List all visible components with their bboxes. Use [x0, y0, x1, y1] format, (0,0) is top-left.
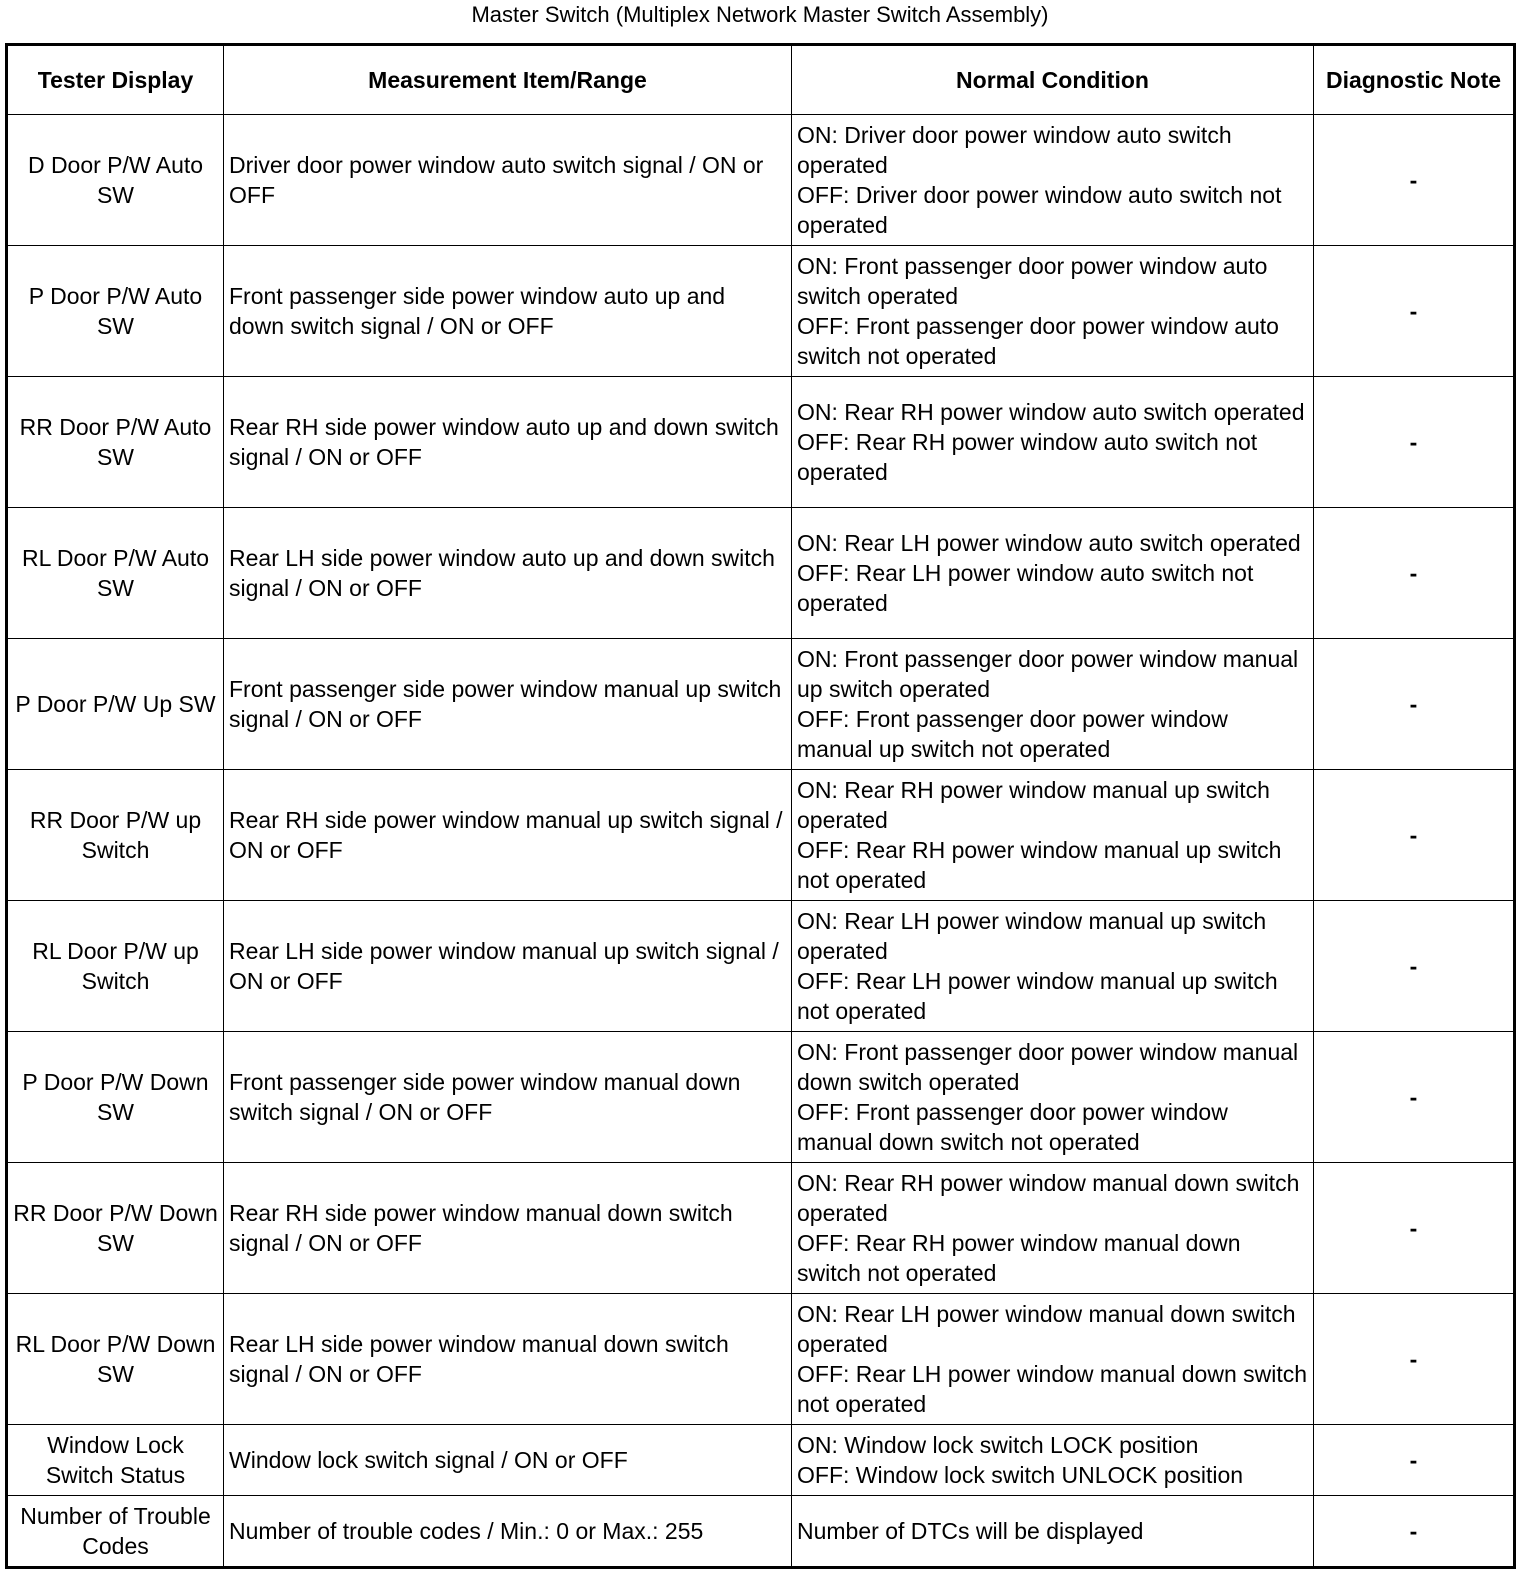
cell-diagnostic-note: -	[1314, 1032, 1515, 1163]
cell-diagnostic-note: -	[1314, 377, 1515, 508]
table-row	[7, 508, 1515, 639]
condition-on: Number of DTCs will be displayed	[797, 1518, 1144, 1544]
cell-measurement: Rear RH side power window manual down switch signal / ON or OFF	[224, 1163, 792, 1294]
condition-on: ON: Front passenger door power window auto switch operated	[797, 253, 1268, 309]
cell-diagnostic-note: -	[1314, 1496, 1515, 1568]
data-list-table	[5, 43, 1516, 1569]
condition-off: OFF: Rear LH power window auto switch not operated	[797, 560, 1254, 616]
cell-normal-condition	[792, 901, 1314, 1032]
cell-tester-display: P Door P/W Up SW	[7, 639, 224, 770]
cell-measurement: Front passenger side power window auto up and down switch signal / ON or OFF	[224, 246, 792, 377]
cell-diagnostic-note: -	[1314, 1163, 1515, 1294]
cell-measurement: Front passenger side power window manual up switch signal / ON or OFF	[224, 639, 792, 770]
condition-on: ON: Rear LH power window manual down switch operated	[797, 1301, 1296, 1357]
cell-normal-condition	[792, 1425, 1314, 1496]
cell-diagnostic-note: -	[1314, 1425, 1515, 1496]
condition-off: OFF: Rear RH power window manual up switch not operated	[797, 837, 1282, 893]
cell-diagnostic-note: -	[1314, 115, 1515, 246]
cell-measurement: Rear LH side power window manual down switch signal / ON or OFF	[224, 1294, 792, 1425]
cell-normal-condition	[792, 639, 1314, 770]
table-row	[7, 639, 1515, 770]
condition-on: ON: Window lock switch LOCK position	[797, 1432, 1199, 1458]
cell-tester-display: RR Door P/W Down SW	[7, 1163, 224, 1294]
cell-normal-condition	[792, 246, 1314, 377]
header-diagnostic-note: Diagnostic Note	[1314, 45, 1515, 115]
table-row	[7, 246, 1515, 377]
cell-tester-display: RL Door P/W up Switch	[7, 901, 224, 1032]
header-normal-condition: Normal Condition	[792, 45, 1314, 115]
cell-normal-condition	[792, 115, 1314, 246]
condition-on: ON: Rear RH power window auto switch operated	[797, 399, 1305, 425]
cell-measurement: Window lock switch signal / ON or OFF	[224, 1425, 792, 1496]
condition-off: OFF: Front passenger door power window manual down switch not operated	[797, 1099, 1228, 1155]
cell-diagnostic-note: -	[1314, 901, 1515, 1032]
condition-off: OFF: Window lock switch UNLOCK position	[797, 1462, 1244, 1488]
condition-on: ON: Driver door power window auto switch operated	[797, 122, 1232, 178]
condition-on: ON: Rear RH power window manual down switch operated	[797, 1170, 1300, 1226]
table-row	[7, 1425, 1515, 1496]
cell-measurement: Rear LH side power window auto up and down switch signal / ON or OFF	[224, 508, 792, 639]
cell-diagnostic-note: -	[1314, 246, 1515, 377]
table-row	[7, 1163, 1515, 1294]
cell-tester-display: P Door P/W Auto SW	[7, 246, 224, 377]
condition-on: ON: Rear LH power window auto switch operated	[797, 530, 1301, 556]
cell-tester-display: Window Lock Switch Status	[7, 1425, 224, 1496]
cell-measurement: Driver door power window auto switch signal / ON or OFF	[224, 115, 792, 246]
table-row	[7, 901, 1515, 1032]
cell-normal-condition	[792, 1496, 1314, 1568]
cell-measurement: Rear LH side power window manual up switch signal / ON or OFF	[224, 901, 792, 1032]
cell-tester-display: P Door P/W Down SW	[7, 1032, 224, 1163]
cell-diagnostic-note: -	[1314, 508, 1515, 639]
cell-normal-condition	[792, 377, 1314, 508]
cell-diagnostic-note: -	[1314, 1294, 1515, 1425]
condition-off: OFF: Rear RH power window manual down switch not operated	[797, 1230, 1241, 1286]
table-header-row	[7, 45, 1515, 115]
page-title: Master Switch (Multiplex Network Master Switch Assembly)	[471, 2, 1049, 27]
condition-on: ON: Front passenger door power window manual up switch operated	[797, 646, 1299, 702]
cell-tester-display: RR Door P/W up Switch	[7, 770, 224, 901]
table-row	[7, 115, 1515, 246]
table-row	[7, 1032, 1515, 1163]
condition-off: OFF: Rear LH power window manual up switch not operated	[797, 968, 1278, 1024]
condition-off: OFF: Front passenger door power window auto switch not operated	[797, 313, 1279, 369]
condition-off: OFF: Rear RH power window auto switch not operated	[797, 429, 1258, 485]
table-row	[7, 770, 1515, 901]
cell-tester-display: Number of Trouble Codes	[7, 1496, 224, 1568]
condition-off: OFF: Front passenger door power window manual up switch not operated	[797, 706, 1228, 762]
cell-tester-display: RR Door P/W Auto SW	[7, 377, 224, 508]
cell-measurement: Number of trouble codes / Min.: 0 or Max.: 255	[224, 1496, 792, 1568]
cell-normal-condition	[792, 1294, 1314, 1425]
condition-on: ON: Front passenger door power window manual down switch operated	[797, 1039, 1299, 1095]
cell-measurement: Rear RH side power window auto up and down switch signal / ON or OFF	[224, 377, 792, 508]
condition-on: ON: Rear RH power window manual up switch operated	[797, 777, 1270, 833]
cell-normal-condition	[792, 770, 1314, 901]
condition-on: ON: Rear LH power window manual up switch operated	[797, 908, 1267, 964]
header-measurement: Measurement Item/Range	[224, 45, 792, 115]
cell-measurement: Front passenger side power window manual down switch signal / ON or OFF	[224, 1032, 792, 1163]
cell-tester-display: RL Door P/W Down SW	[7, 1294, 224, 1425]
cell-tester-display: RL Door P/W Auto SW	[7, 508, 224, 639]
cell-normal-condition	[792, 1032, 1314, 1163]
condition-off: OFF: Rear LH power window manual down switch not operated	[797, 1361, 1308, 1417]
cell-normal-condition	[792, 508, 1314, 639]
cell-diagnostic-note: -	[1314, 770, 1515, 901]
condition-off: OFF: Driver door power window auto switch not operated	[797, 182, 1282, 238]
header-tester-display: Tester Display	[7, 45, 224, 115]
cell-normal-condition	[792, 1163, 1314, 1294]
cell-diagnostic-note: -	[1314, 639, 1515, 770]
table-row	[7, 377, 1515, 508]
cell-tester-display: D Door P/W Auto SW	[7, 115, 224, 246]
cell-measurement: Rear RH side power window manual up switch signal / ON or OFF	[224, 770, 792, 901]
table-row	[7, 1496, 1515, 1568]
table-row	[7, 1294, 1515, 1425]
